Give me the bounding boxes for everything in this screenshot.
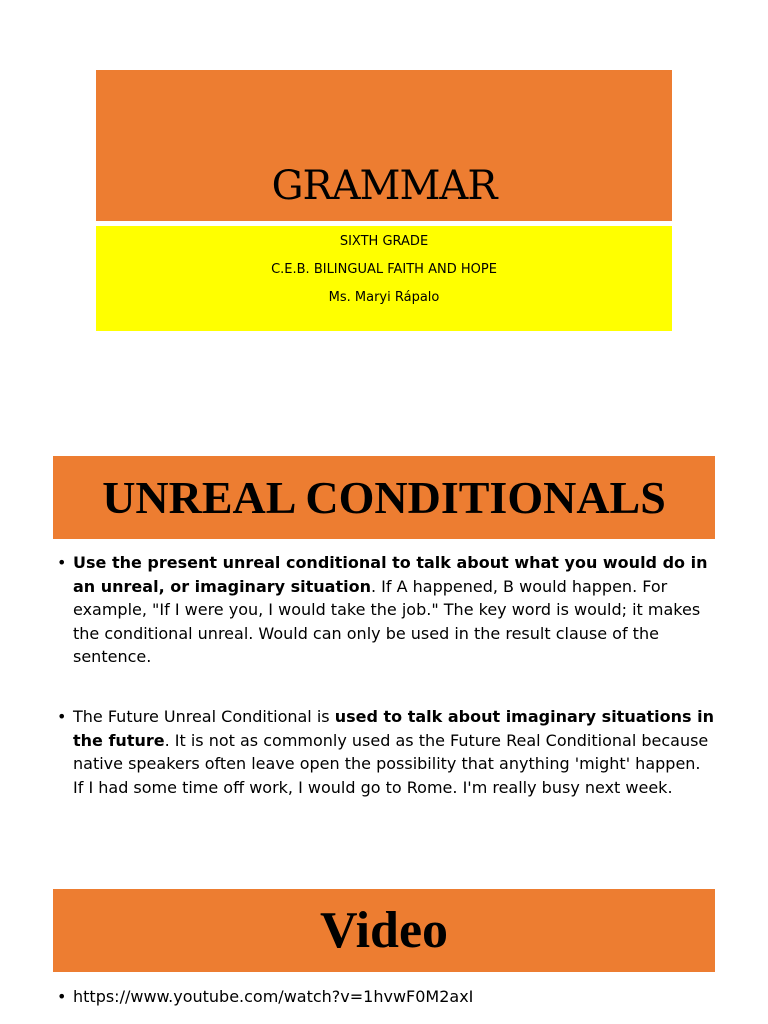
bullet-list-present-unreal [55, 551, 715, 669]
bullet-lead-text: The Future Unreal Conditional is [73, 707, 335, 726]
video-heading: Video [53, 889, 715, 972]
list-item [55, 551, 715, 669]
bullet-text: . It is not as commonly used as the Future Real Conditional because native speakers often leave open the possibility that anything 'might' happen. If I had some time off work, I would go to Rome. I'm really busy next week. [73, 730, 709, 797]
bullet-bold-text: Use the present unreal conditional to talk about what you would do in an unreal, or imaginary situation [73, 553, 708, 596]
bullet-list-future-unreal [55, 705, 715, 799]
list-item [55, 985, 715, 1009]
school-label: C.E.B. BILINGUAL FAITH AND HOPE [271, 262, 497, 277]
teacher-label: Ms. Maryi Rápalo [328, 290, 440, 305]
list-item [55, 705, 715, 799]
unreal-conditionals-heading: UNREAL CONDITIONALS [53, 456, 715, 539]
grade-label: SIXTH GRADE [339, 234, 429, 249]
bullet-bold-text: used to talk about imaginary situations in the future [73, 707, 714, 750]
subtitle-banner [96, 226, 672, 331]
page-title: GRAMMAR [271, 163, 497, 209]
bullet-text: . If A happened, B would happen. For example, "If I were you, I would take the job." The key word is would; it makes the conditional unreal. Would can only be used in the result clause of the sentence. [73, 576, 701, 666]
video-link[interactable]: https://www.youtube.com/watch?v=1hvwF0M2axI [73, 987, 474, 1006]
bullet-list-video [55, 985, 715, 1009]
